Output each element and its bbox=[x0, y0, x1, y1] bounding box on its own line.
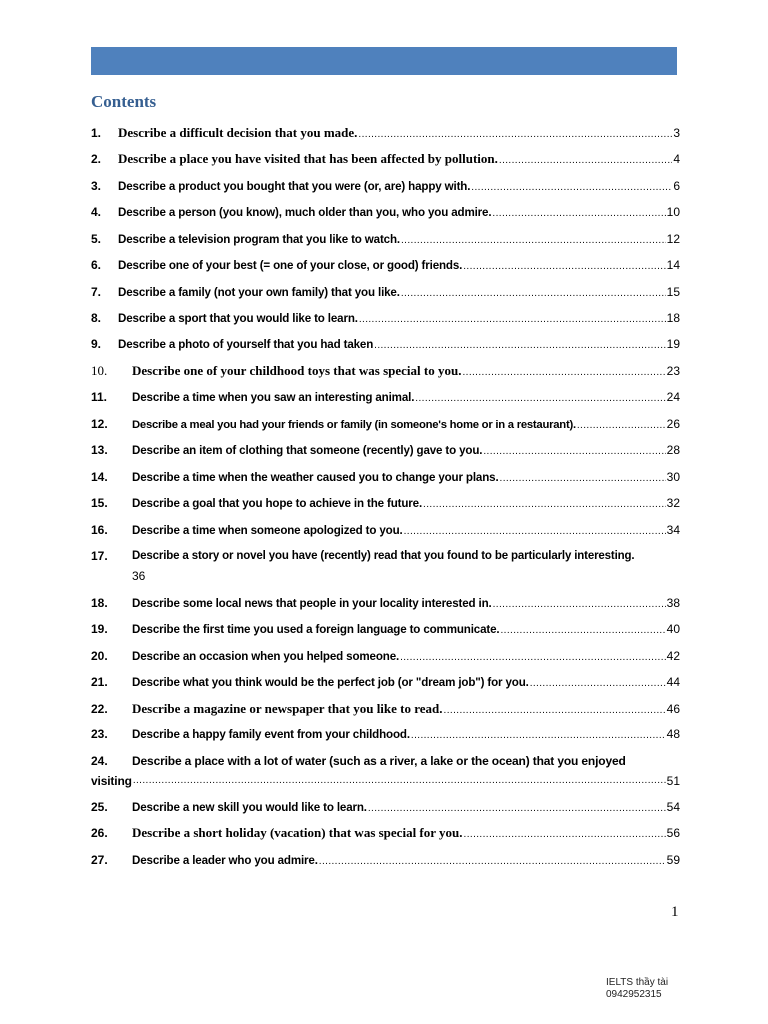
toc-entry[interactable] bbox=[91, 593, 680, 613]
toc-entry-number: 22. bbox=[91, 702, 108, 716]
toc-entry[interactable] bbox=[91, 619, 680, 639]
toc-entry[interactable] bbox=[91, 149, 680, 169]
toc-entry[interactable] bbox=[91, 546, 680, 586]
toc-entry-number: 13. bbox=[91, 443, 108, 457]
toc-entry-number: 26. bbox=[91, 826, 108, 840]
toc-entry[interactable] bbox=[91, 282, 680, 302]
toc-entry[interactable] bbox=[91, 520, 680, 540]
toc-entry-number: 10. bbox=[91, 363, 108, 378]
toc-entry[interactable] bbox=[91, 751, 680, 791]
footer-line-2: 0942952315 bbox=[606, 989, 662, 1000]
toc-entry[interactable] bbox=[91, 176, 680, 196]
toc-entry-page: 51 bbox=[666, 774, 680, 788]
toc-entry-page: 32 bbox=[666, 496, 680, 510]
toc-entry-number: 17. bbox=[91, 549, 108, 563]
toc-entry[interactable] bbox=[91, 255, 680, 275]
dot-leader bbox=[471, 178, 672, 198]
toc-entry[interactable] bbox=[91, 672, 680, 692]
toc-entry-title: Describe an occasion when you helped someone. bbox=[132, 650, 400, 663]
toc-entry-page: 48 bbox=[666, 727, 680, 741]
toc-entry[interactable] bbox=[91, 646, 680, 666]
toc-entry-number: 23. bbox=[91, 727, 108, 741]
toc-entry-page: 3 bbox=[673, 126, 680, 140]
toc-entry-title-continued: visiting bbox=[91, 774, 132, 788]
toc-entry-number: 12. bbox=[91, 417, 108, 431]
toc-entry-number: 8. bbox=[91, 311, 102, 325]
toc-entry-number: 6. bbox=[91, 258, 102, 272]
toc-entry-title: Describe a family (not your own family) that you like. bbox=[118, 286, 400, 299]
dot-leader bbox=[500, 469, 666, 489]
dot-leader bbox=[423, 495, 666, 515]
toc-entry-title: Describe a time when the weather caused you to change your plans. bbox=[132, 471, 499, 484]
toc-entry-title: Describe a meal you had your friends or family (in someone's home or in a restaurant). bbox=[132, 419, 576, 431]
toc-entry-page: 34 bbox=[666, 523, 680, 537]
dot-leader bbox=[368, 799, 666, 819]
toc-entry-number: 27. bbox=[91, 853, 108, 867]
toc-entry-number: 9. bbox=[91, 337, 102, 351]
dot-leader bbox=[401, 231, 666, 251]
toc-entry-number: 24. bbox=[91, 754, 108, 768]
dot-leader bbox=[359, 310, 666, 330]
toc-entry-page: 19 bbox=[666, 337, 680, 351]
toc-entry-page: 15 bbox=[666, 285, 680, 299]
toc-entry-page: 26 bbox=[666, 417, 680, 431]
dot-leader bbox=[483, 442, 665, 462]
toc-entry-title: Describe a photo of yourself that you had taken bbox=[118, 338, 374, 351]
toc-entry[interactable] bbox=[91, 334, 680, 354]
toc-entry-title: Describe a short holiday (vacation) that was special for you. bbox=[132, 825, 463, 840]
dot-leader bbox=[415, 389, 665, 409]
toc-entry-number: 7. bbox=[91, 285, 102, 299]
toc-entry-number: 4. bbox=[91, 205, 102, 219]
toc-entry-title: Describe what you think would be the perfect job (or "dream job") for you. bbox=[132, 676, 529, 689]
toc-entry-number: 2. bbox=[91, 152, 102, 166]
toc-entry-title: Describe a goal that you hope to achieve in the future. bbox=[132, 497, 423, 510]
toc-entry-page: 38 bbox=[666, 596, 680, 610]
dot-leader bbox=[500, 621, 665, 641]
toc-entry[interactable] bbox=[91, 699, 680, 719]
toc-entry[interactable] bbox=[91, 724, 680, 744]
toc-entry[interactable] bbox=[91, 387, 680, 407]
toc-entry[interactable] bbox=[91, 361, 680, 381]
toc-entry-title: Describe an item of clothing that someone (recently) gave to you. bbox=[132, 444, 483, 457]
toc-entry-page: 56 bbox=[666, 826, 680, 840]
header-bar bbox=[91, 47, 677, 75]
toc-entry-page: 30 bbox=[666, 470, 680, 484]
dot-leader bbox=[577, 416, 666, 436]
dot-leader bbox=[464, 825, 666, 845]
toc-entry-page: 24 bbox=[666, 390, 680, 404]
toc-entry[interactable] bbox=[91, 440, 680, 460]
dot-leader bbox=[492, 204, 665, 224]
dot-leader bbox=[400, 648, 666, 668]
toc-entry-page: 4 bbox=[673, 152, 680, 166]
toc-entry-number: 20. bbox=[91, 649, 108, 663]
toc-entry-title: Describe a television program that you like to watch. bbox=[118, 233, 400, 246]
toc-entry-number: 11. bbox=[91, 390, 108, 404]
dot-leader bbox=[463, 257, 665, 277]
toc-entry[interactable] bbox=[91, 229, 680, 249]
toc-entry-number: 18. bbox=[91, 596, 108, 610]
toc-entry-title: Describe a place you have visited that has been affected by pollution. bbox=[118, 151, 498, 166]
toc-entry-title: Describe a leader who you admire. bbox=[132, 854, 318, 867]
toc-entry-page: 40 bbox=[666, 622, 680, 636]
toc-entry-page: 14 bbox=[666, 258, 680, 272]
toc-entry-title: Describe a place with a lot of water (such as a river, a lake or the ocean) that you enjoyed bbox=[132, 754, 626, 768]
toc-entry-page: 54 bbox=[666, 800, 680, 814]
toc-entry-title: Describe one of your best (= one of your close, or good) friends. bbox=[118, 259, 463, 272]
toc-entry[interactable] bbox=[91, 467, 680, 487]
toc-entry-title: Describe one of your childhood toys that was special to you. bbox=[132, 363, 462, 378]
dot-leader bbox=[374, 336, 666, 356]
toc-entry[interactable] bbox=[91, 797, 680, 817]
toc-entry-title: Describe a product you bought that you were (or, are) happy with. bbox=[118, 180, 471, 193]
toc-entry-title: Describe a sport that you would like to learn. bbox=[118, 312, 358, 325]
footer-note bbox=[606, 977, 668, 1001]
dot-leader bbox=[462, 363, 665, 383]
toc-entry-page: 36 bbox=[132, 569, 146, 583]
toc-entry-page: 59 bbox=[666, 853, 680, 867]
toc-entry[interactable] bbox=[91, 123, 680, 143]
toc-entry-title: Describe a new skill you would like to learn. bbox=[132, 801, 367, 814]
toc-entry-page: 23 bbox=[666, 364, 680, 378]
toc-entry-page: 44 bbox=[666, 675, 680, 689]
dot-leader bbox=[411, 726, 666, 746]
toc-entry-page: 28 bbox=[666, 443, 680, 457]
toc-entry-page: 18 bbox=[666, 311, 680, 325]
dot-leader bbox=[404, 522, 666, 542]
toc-entry-title: Describe a person (you know), much older than you, who you admire. bbox=[118, 206, 492, 219]
dot-leader bbox=[499, 151, 672, 171]
toc-entry-page: 10 bbox=[666, 205, 680, 219]
dot-leader bbox=[493, 595, 666, 615]
toc-entry-page: 6 bbox=[673, 179, 680, 193]
toc-entry-number: 1. bbox=[91, 126, 102, 140]
toc-entry-number: 21. bbox=[91, 675, 108, 689]
footer-line-1: IELTS thầy tài bbox=[606, 977, 669, 988]
toc-entry-title: Describe a story or novel you have (recently) read that you found to be particularly interesting. bbox=[132, 550, 635, 562]
toc-entry-title: Describe a happy family event from your childhood. bbox=[132, 728, 410, 741]
toc-entry[interactable] bbox=[91, 850, 680, 870]
toc-entry-title: Describe some local news that people in your locality interested in. bbox=[132, 597, 492, 610]
toc-entry[interactable] bbox=[91, 414, 680, 434]
toc-entry-number: 16. bbox=[91, 523, 108, 537]
toc-entry-number: 25. bbox=[91, 800, 108, 814]
toc-entry-number: 3. bbox=[91, 179, 102, 193]
dot-leader bbox=[444, 701, 666, 721]
toc-entry[interactable] bbox=[91, 308, 680, 328]
toc-entry-page: 12 bbox=[666, 232, 680, 246]
toc-entry-number: 19. bbox=[91, 622, 108, 636]
toc-heading: Contents bbox=[91, 92, 157, 111]
toc-entry-title: Describe the first time you used a foreign language to communicate. bbox=[132, 623, 500, 636]
toc-entry-page: 42 bbox=[666, 649, 680, 663]
toc-entry-title: Describe a time when someone apologized to you. bbox=[132, 524, 403, 537]
toc-entry-page: 46 bbox=[666, 702, 680, 716]
dot-leader bbox=[319, 852, 666, 872]
toc-entry[interactable] bbox=[91, 493, 680, 513]
toc-entry-title: Describe a difficult decision that you made. bbox=[118, 125, 358, 140]
toc-entry-number: 5. bbox=[91, 232, 102, 246]
dot-leader bbox=[133, 771, 666, 791]
toc-entry-title: Describe a magazine or newspaper that you like to read. bbox=[132, 701, 443, 716]
dot-leader bbox=[358, 125, 672, 145]
toc-entry[interactable] bbox=[91, 202, 680, 222]
page-number: 1 bbox=[671, 904, 679, 920]
dot-leader bbox=[401, 284, 666, 304]
toc-entry[interactable] bbox=[91, 823, 680, 843]
toc-entry-number: 15. bbox=[91, 496, 108, 510]
dot-leader bbox=[530, 674, 666, 694]
toc-entry-number: 14. bbox=[91, 470, 108, 484]
toc-entry-title: Describe a time when you saw an interesting animal. bbox=[132, 391, 415, 404]
